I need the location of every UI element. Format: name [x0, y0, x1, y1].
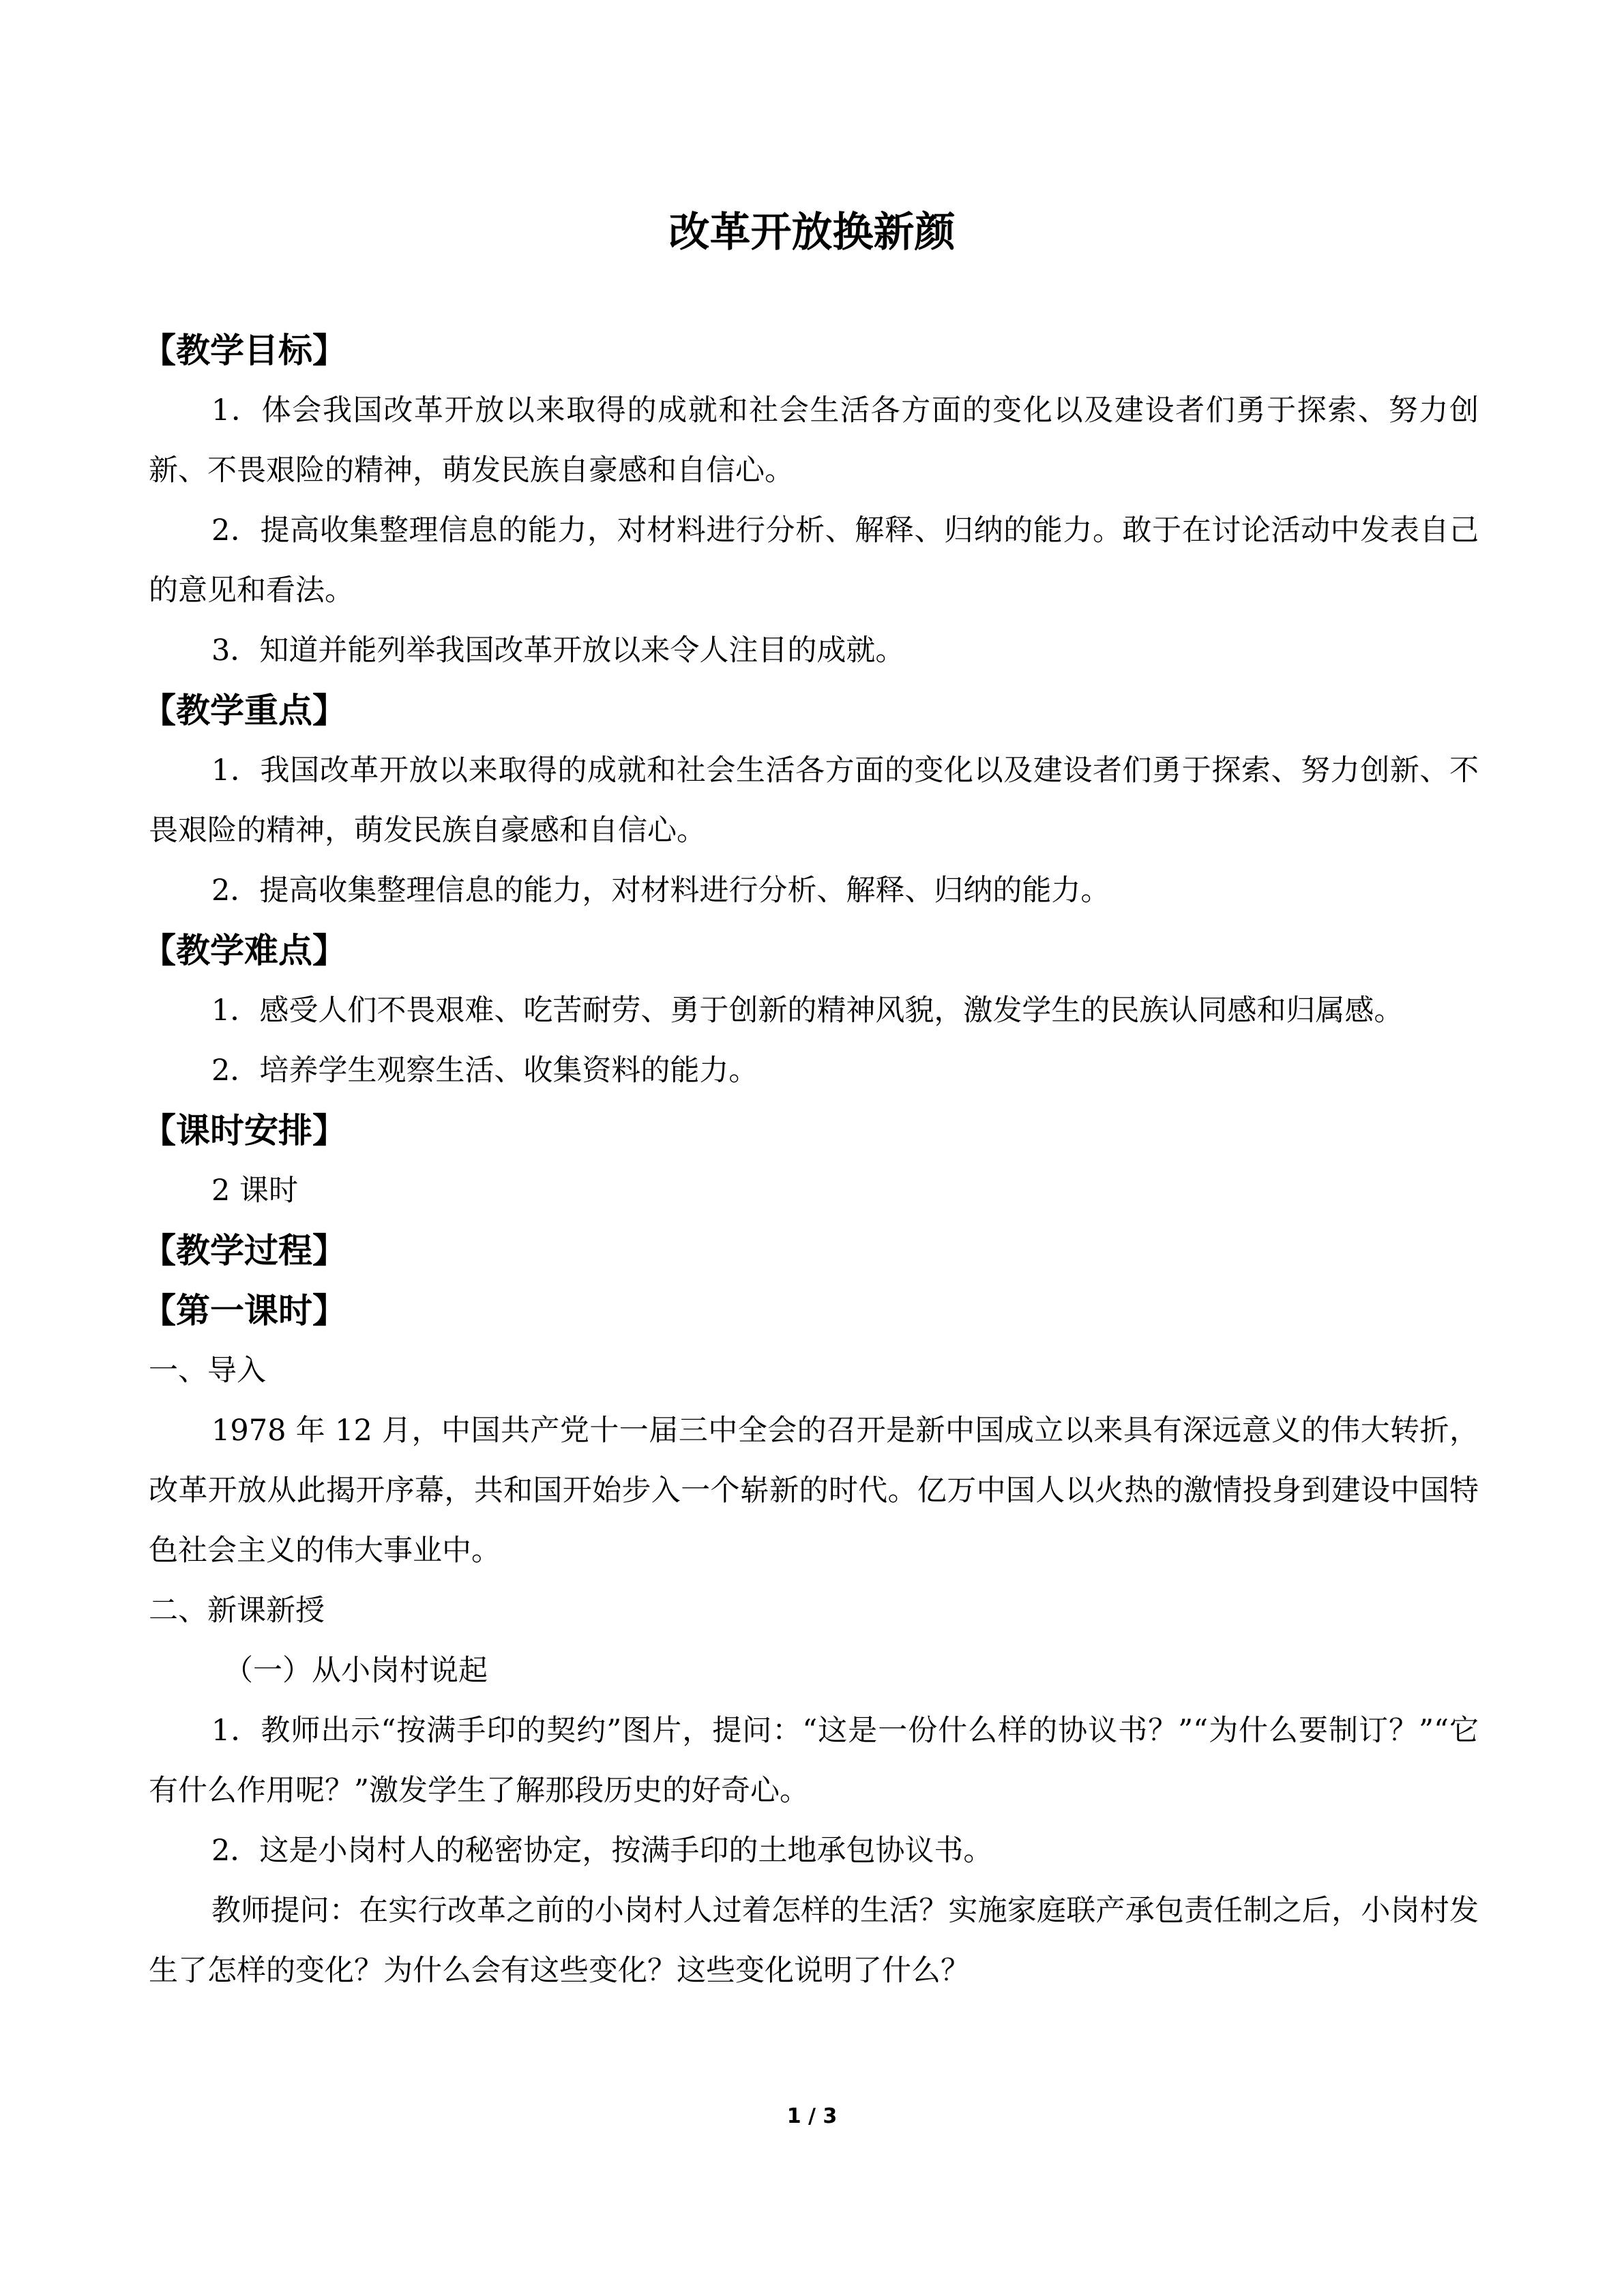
document-body [142, 320, 1479, 2001]
subsection-heading: 一、导入 [149, 1354, 266, 1388]
paragraph: 1．感受人们不畏艰难、吃苦耐劳、勇于创新的精神风貌，激发学生的民族认同感和归属感。 [211, 994, 1404, 1028]
paragraph: 2．提高收集整理信息的能力，对材料进行分析、解释、归纳的能力。敢于在讨论活动中发表自己的意见和看法。 [149, 513, 1479, 608]
section-heading: 【教学目标】 [142, 331, 346, 370]
paragraph: 2．这是小岗村人的秘密协定，按满手印的土地承包协议书。 [211, 1834, 993, 1868]
document-title: 改革开放换新颜 [668, 209, 956, 256]
section-heading: 【教学过程】 [142, 1231, 346, 1270]
section-heading: 【课时安排】 [142, 1111, 346, 1150]
page-number: 1 / 3 [786, 2104, 838, 2128]
paragraph: 2．培养学生观察生活、收集资料的能力。 [211, 1054, 758, 1088]
paragraph: 2 课时 [211, 1174, 299, 1208]
subsection-title: （一）从小岗村说起 [224, 1654, 488, 1688]
section-heading: 【教学难点】 [142, 931, 346, 970]
paragraph: 1．体会我国改革开放以来取得的成就和社会生活各方面的变化以及建设者们勇于探索、努力创新、不畏艰险的精神，萌发民族自豪感和自信心。 [149, 393, 1479, 488]
section-heading: 【教学重点】 [142, 691, 346, 730]
paragraph: 3．知道并能列举我国改革开放以来令人注目的成就。 [211, 633, 905, 668]
section-heading: 【第一课时】 [142, 1291, 346, 1330]
subsection-heading: 二、新课新授 [149, 1594, 325, 1628]
paragraph: 1978 年 12 月，中国共产党十一届三中全会的召开是新中国成立以来具有深远意义的伟大转折，改革开放从此揭开序幕，共和国开始步入一个崭新的时代。亿万中国人以火热的激情投身到建设中国特色社会主义的伟大事业中。 [149, 1414, 1479, 1568]
paragraph: 1．我国改革开放以来取得的成就和社会生活各方面的变化以及建设者们勇于探索、努力创新、不畏艰险的精神，萌发民族自豪感和自信心。 [149, 754, 1479, 848]
paragraph: 1．教师出示“按满手印的契约”图片，提问：“这是一份什么样的协议书？”“为什么要制订？”“它有什么作用呢？”激发学生了解那段历史的好奇心。 [149, 1714, 1479, 1808]
paragraph: 2．提高收集整理信息的能力，对材料进行分析、解释、归纳的能力。 [211, 874, 1110, 908]
paragraph: 教师提问：在实行改革之前的小岗村人过着怎样的生活？实施家庭联产承包责任制之后，小岗村发生了怎样的变化？为什么会有这些变化？这些变化说明了什么？ [149, 1894, 1479, 1988]
